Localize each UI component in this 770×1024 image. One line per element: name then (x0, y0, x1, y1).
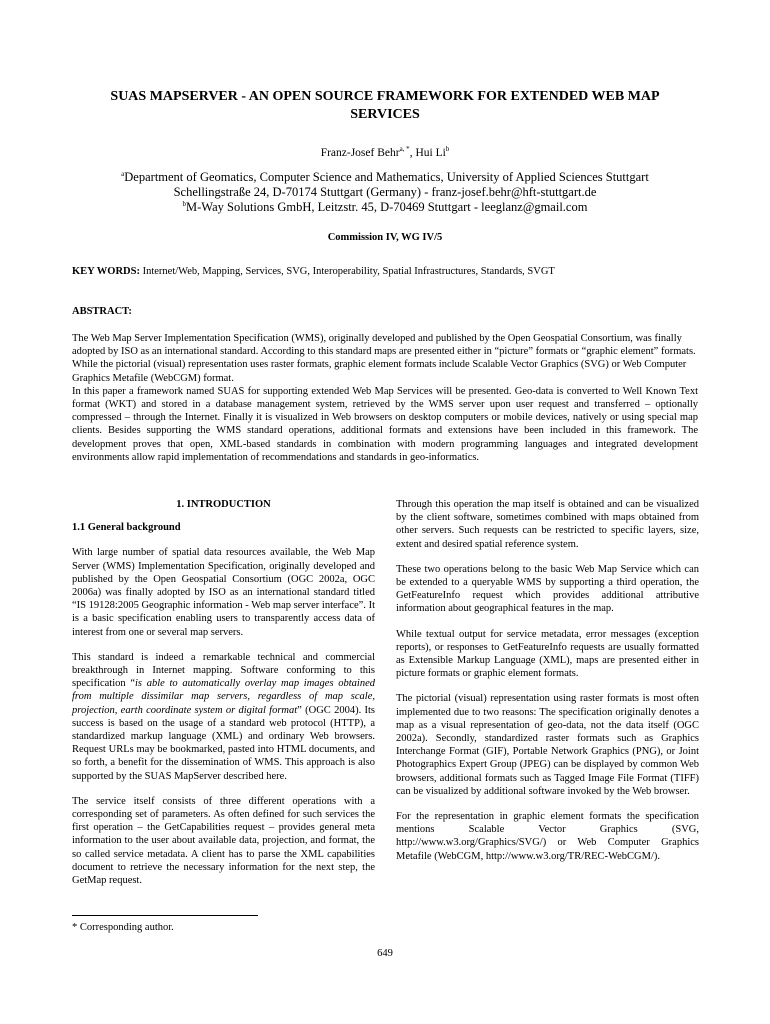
right-column (396, 498, 699, 875)
left-paragraph-1: With large number of spatial data resources available, the Web Map Server (WMS) Implementation Specification, originally developed and published by the Open Geospatial Consortium (OGC 2002a, OGC 2006a) was finally adopted by ISO as an international standard titled “IS 19128:2005 Geographic information - Web map server interface”. It is a basic specification enabling users to transparently access data of interest from one or several map servers. (72, 547, 375, 638)
affil-a-sup: a (121, 169, 125, 178)
keywords-label: KEY WORDS: (72, 266, 140, 277)
authors (60, 146, 710, 160)
left-paragraph-3: The service itself consists of three different operations with a corresponding set of parameters. As often defined for such services the first operation – the GetCapabilities request – provides general meta information to the user about available data, projection, and format, the so called service metadata. A client has to parse the XML capabilities document to retrieve the necessary information for the next step, the GetMap request. (72, 795, 375, 887)
abstract-paragraph-1: The Web Map Server Implementation Specification (WMS), originally developed and published by the Open Geospatial Consortium, was finally adopted by ISO as an international standard. According to this standard maps are presented either in “picture” formats or “graphic element” formats. While the pictorial (visual) representation uses raster formats, graphic element formats include Scalable Vector Graphics (SVG) or Web Computer Graphics Metafile (WebCGM) format. (72, 333, 696, 384)
author-1: Franz-Josef Behr (320, 147, 400, 159)
right-paragraph-4: The pictorial (visual) representation using raster formats is most often implemented due to two reasons: The specification originally denotes a map as a visual representation of geo-data, not the data itself (OGC 2002a). Secondly, standardized raster formats such as Graphics Interchange Format (GIF), Portable Network Graphics (PNG), or Joint Photographics Expert Group (JPEG) can be displayed by common Web browsers, additional formats such as Tagged Image File Format (TIFF) can be visualized by additional software invoked by the Web browser. (396, 693, 699, 797)
abstract (72, 332, 698, 464)
keywords (72, 266, 702, 277)
author-separator: , (409, 147, 416, 159)
right-paragraph-1: Through this operation the map itself is obtained and can be visualized by the client software, sometimes combined with maps obtained from other servers. Such requests can be restricted to specific layers, size, extent and desired spatial reference system. (396, 499, 699, 550)
affil-b-sup: b (182, 199, 187, 208)
affiliation-a: Department of Geomatics, Computer Science and Mathematics, University of Applied Sciences Stuttgart (124, 170, 649, 184)
commission: Commission IV, WG IV/5 (327, 232, 443, 243)
section-heading-introduction: 1. INTRODUCTION (176, 499, 271, 510)
left-paragraph-2 (72, 651, 375, 783)
affiliations (60, 170, 710, 215)
left-column (72, 498, 375, 899)
right-paragraph-3: While textual output for service metadata, error messages (exception reports), or responses to GetFeatureInfo requests are usually formatted as Extensible Markup Language (XML), maps are presented either in picture formats or graphic element formats. (396, 628, 699, 680)
abstract-heading: ABSTRACT: (72, 306, 132, 317)
page-number: 649 (377, 948, 393, 959)
affiliation-a-address: Schellingstraße 24, D-70174 Stuttgart (Germany) - franz-josef.behr@hft-stuttgart.de (173, 185, 597, 199)
right-paragraph-5: For the representation in graphic element formats the specification mentions Scalable Vector Graphics (SVG, http://www.w3.org/Graphics/SVG/) or Web Computer Graphics Metafile (WebCGM, http://www.w3.org/TR/REC-WebCGM/). (396, 811, 699, 862)
paper-title (60, 88, 710, 124)
keywords-text: Internet/Web, Mapping, Services, SVG, Interoperability, Spatial Infrastructures, Standards, SVGT (139, 266, 555, 277)
abstract-paragraph-2: In this paper a framework named SUAS for supporting extended Web Map Services will be presented. Geo-data is converted to Well Known Text format (WKT) and stored in a database management system, retrieved by the WMS server upon user request and transferred – optionally compressed – through the Internet. Finally it is visualized in Web browsers on desktop computers or mobile devices, natively or using special map clients. Besides supporting the WMS standard operations, additional formats and extensions have been included in this framework. The development proves that open, XML-based standards in combination with modern programming languages and integrated development environments allow rapid implementation of recommendations and standards in geo-informatics. (72, 385, 698, 463)
title-line-1: SUAS MAPSERVER - AN OPEN SOURCE FRAMEWORK FOR EXTENDED WEB MAP (110, 89, 660, 104)
left-paragraph-2-start: This standard is indeed a remarkable technical and commercial breakthrough in Internet mapping. Software conforming to this specification “ (72, 651, 375, 690)
subsection-heading: 1.1 General background (72, 522, 181, 534)
quoted-specification: is able to automatically overlay map images obtained from multiple dissimilar map servers, regardless of map scale, projection, earth coordinate system or digital format (72, 678, 375, 716)
author-2: Hui Li (415, 147, 446, 159)
right-paragraph-2: These two operations belong to the basic Web Map Service which can be extended to a queryable WMS by supporting a third operation, the GetFeatureInfo request which provides additional attributive information about geographical features in the map. (396, 563, 699, 615)
left-paragraph-2-end: ” (OGC 2004). Its success is based on the usage of a standard web protocol (HTTP), a standardized markup language (XML) and ordinary Web browsers. Request URLs may be bookmarked, pasted into HTML documents, and so forth, a benefit for the dissemination of WMS. This approach is also supported by the SUAS MapServer described here. (72, 704, 375, 782)
footnote: * Corresponding author. (72, 922, 174, 933)
author-1-sup: a, * (399, 145, 410, 154)
title-line-2: SERVICES (350, 107, 420, 122)
author-2-sup: b (445, 145, 450, 154)
affiliation-b: M-Way Solutions GmbH, Leitzstr. 45, D-70469 Stuttgart - leeglanz@gmail.com (186, 200, 588, 214)
footnote-rule (72, 915, 258, 916)
